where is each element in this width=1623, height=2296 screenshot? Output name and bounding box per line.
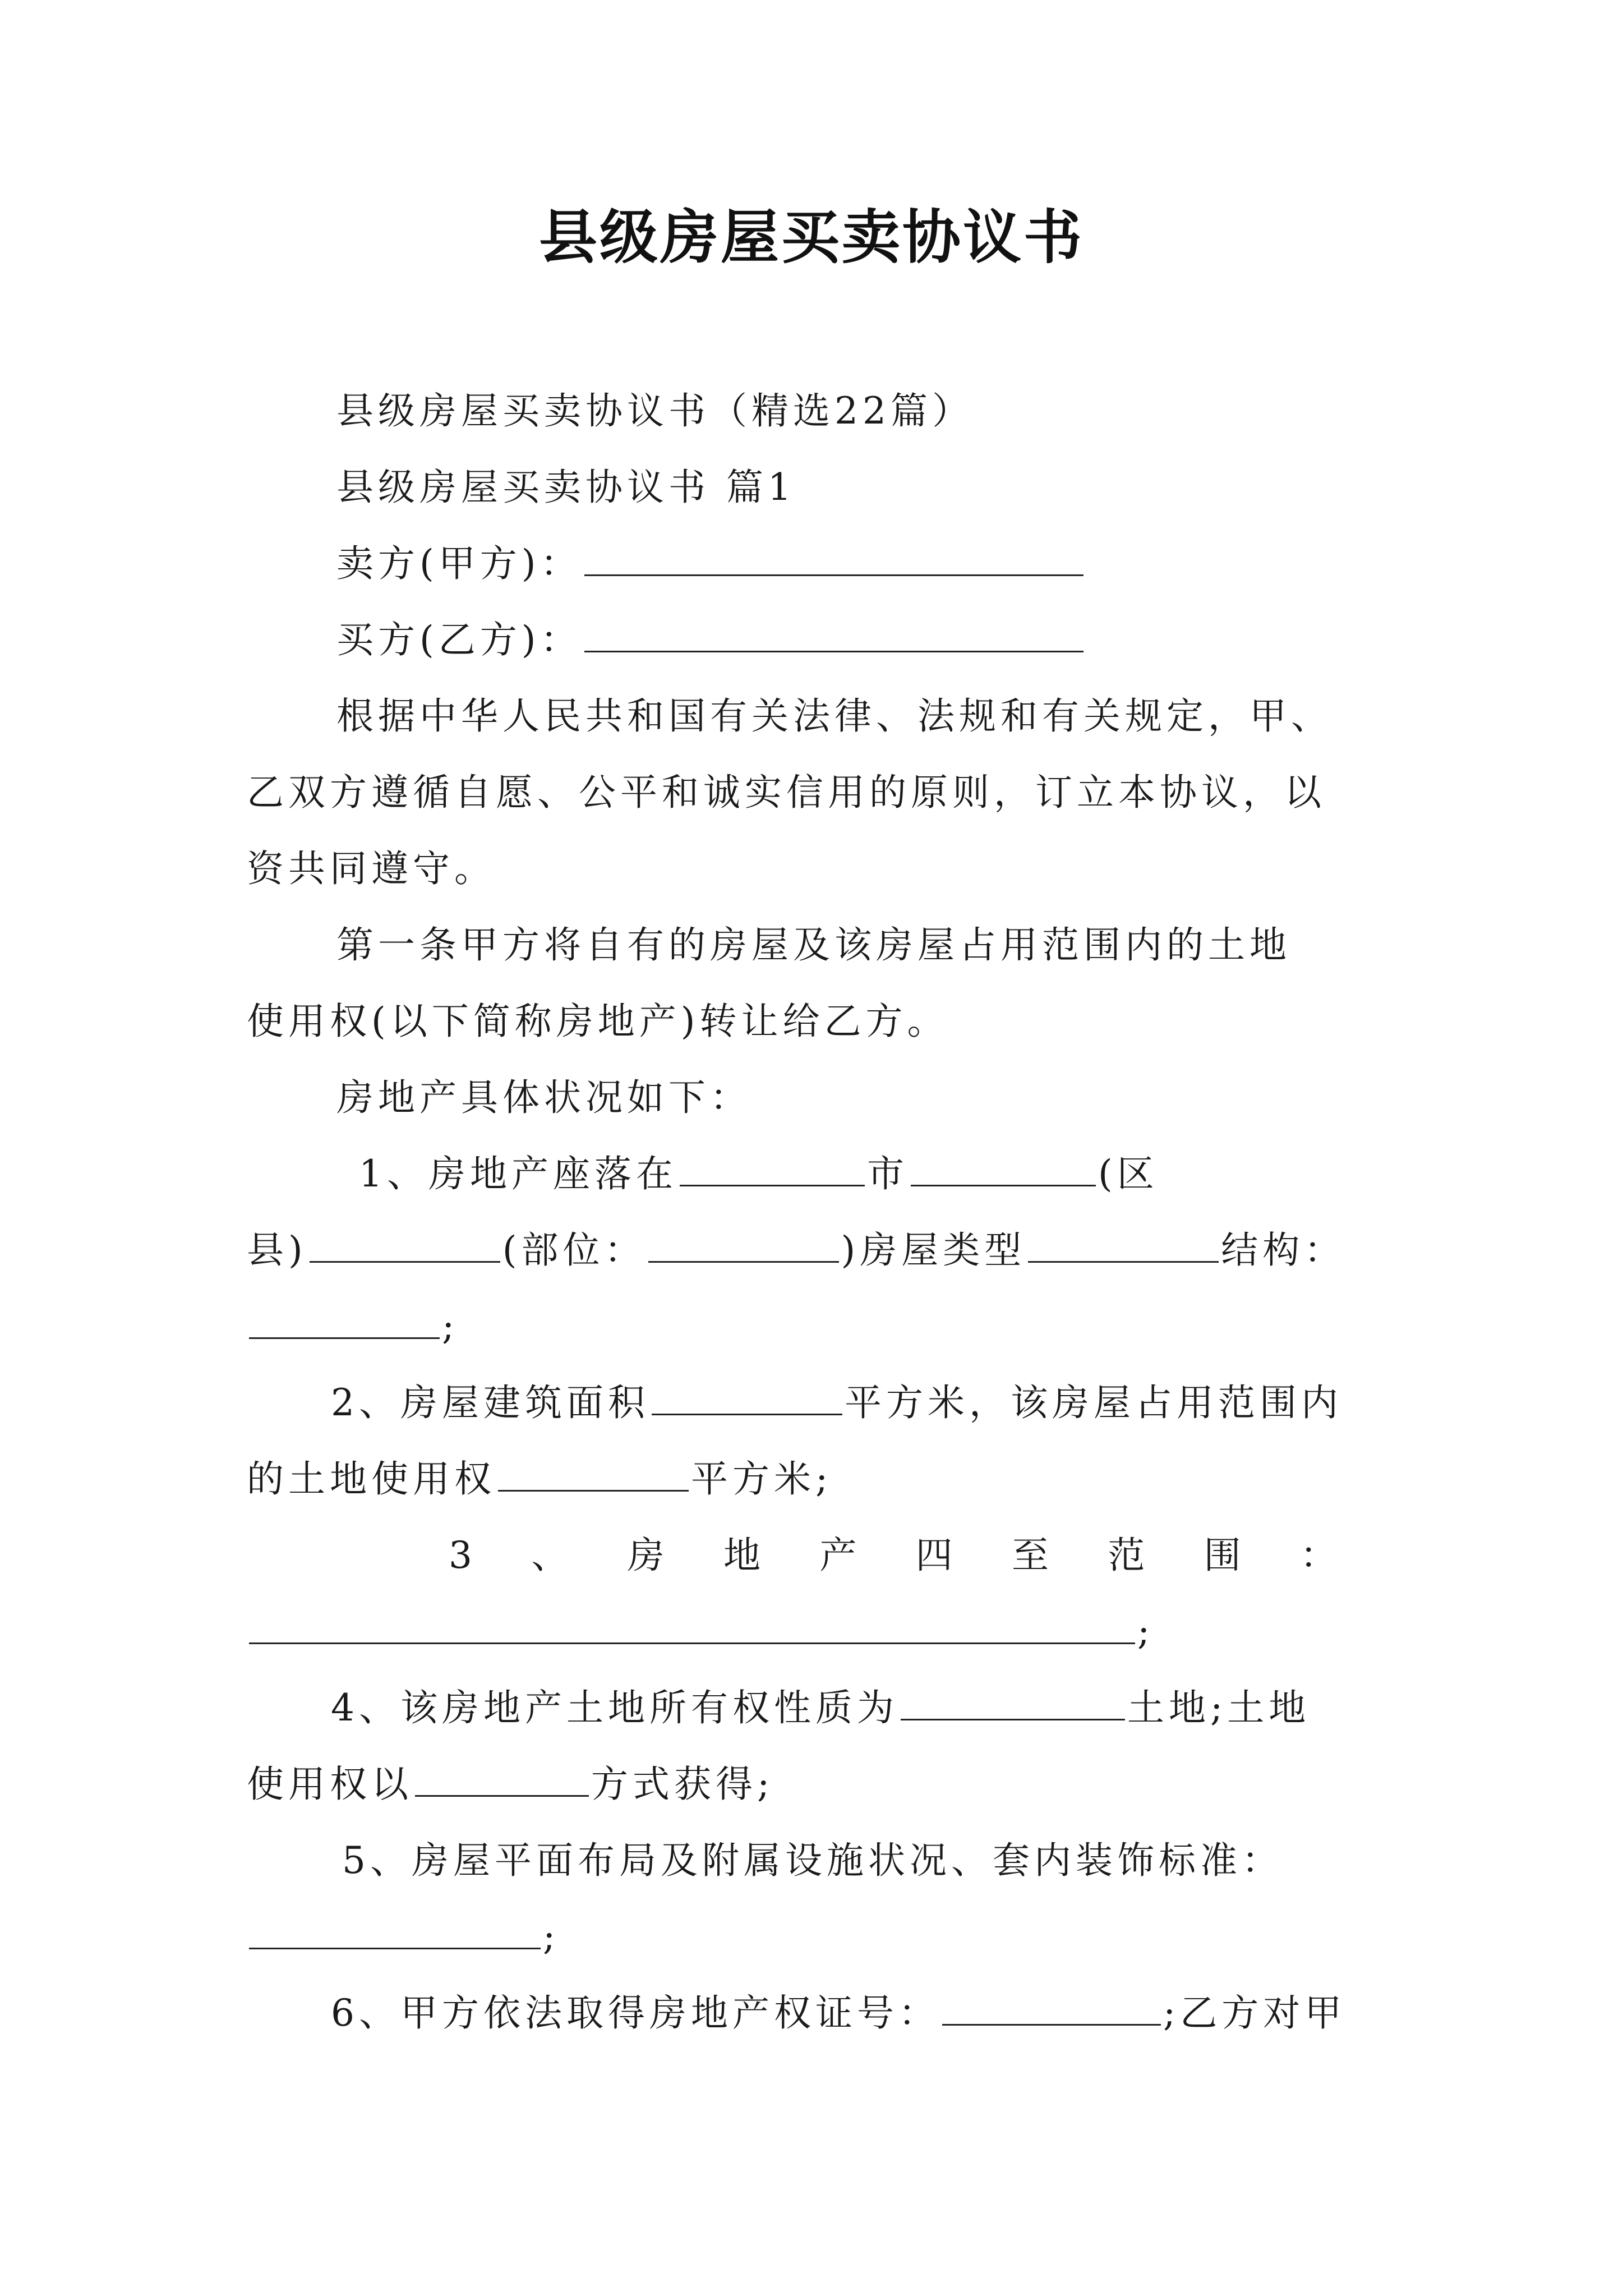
item-2-land-area-blank[interactable] <box>498 1453 689 1492</box>
item-4-method-blank[interactable] <box>415 1758 589 1797</box>
item-6-certificate-blank[interactable] <box>942 1987 1161 2026</box>
document-subtitle <box>247 373 1391 449</box>
buyer-field <box>247 602 1391 678</box>
item-1-text-b: 市 <box>867 1152 909 1195</box>
article-1-line-2: 使用权(以下简称房地产)转让给乙方。 <box>247 1000 949 1043</box>
item-1-type-blank[interactable] <box>1028 1224 1219 1263</box>
item-1-text-h: ; <box>442 1305 459 1348</box>
seller-field <box>247 526 1391 602</box>
item-5-text-end: ; <box>543 1915 560 1958</box>
item-1-county-blank[interactable] <box>310 1224 500 1263</box>
item-3-boundary-blank[interactable] <box>249 1605 1135 1644</box>
item-4-text-d: 方式获得; <box>591 1763 774 1806</box>
buyer-blank[interactable] <box>584 614 1083 652</box>
item-1-paragraph <box>247 1136 1391 1365</box>
item-1-text-f: )房屋类型 <box>841 1228 1026 1272</box>
item-1-text-a: 1、房地产座落在 <box>359 1152 677 1195</box>
item-2-text-d: 平方米; <box>691 1457 833 1501</box>
intro-paragraph <box>247 678 1391 907</box>
details-heading <box>247 1060 1391 1136</box>
item-5-paragraph <box>247 1823 1391 1975</box>
item-4-text-a: 4、该房地产土地所有权性质为 <box>331 1686 898 1729</box>
item-2-text-a: 2、房屋建筑面积 <box>331 1381 649 1424</box>
intro-line-2: 乙双方遵循自愿、公平和诚实信用的原则，订立本协议，以 <box>247 771 1326 814</box>
document-title: 县级房屋买卖协议书 <box>538 203 1084 272</box>
item-1-text-g: 结构： <box>1221 1228 1346 1272</box>
item-6-text-b: ;乙方对甲 <box>1163 1991 1347 2035</box>
chapter-heading <box>247 449 1391 526</box>
details-heading-line: 房地产具体状况如下： <box>336 1076 751 1119</box>
item-1-location-blank[interactable] <box>648 1224 839 1263</box>
item-1-structure-blank[interactable] <box>249 1300 440 1339</box>
chapter-heading-line: 县级房屋买卖协议书 篇1 <box>336 466 796 509</box>
item-1-text-e: (部位： <box>502 1228 646 1272</box>
item-6-paragraph <box>247 1975 1391 2051</box>
article-1-paragraph <box>247 907 1391 1060</box>
seller-blank[interactable] <box>584 537 1083 576</box>
item-6-text-a: 6、甲方依法取得房地产权证号： <box>331 1991 940 2035</box>
seller-label: 卖方(甲方)： <box>336 542 582 585</box>
item-3-paragraph <box>247 1517 1391 1670</box>
item-3-text-end: ; <box>1137 1610 1155 1653</box>
item-1-text-d: 县) <box>247 1228 307 1272</box>
item-2-paragraph <box>247 1365 1391 1517</box>
item-2-area-blank[interactable] <box>652 1377 842 1415</box>
item-3-line-1: 3、房地产四至范围： <box>449 1534 1391 1577</box>
item-4-ownership-blank[interactable] <box>901 1682 1125 1720</box>
item-5-standard-blank[interactable] <box>249 1911 541 1949</box>
item-2-text-c: 的土地使用权 <box>247 1457 496 1501</box>
item-2-text-b: 平方米，该房屋占用范围内 <box>845 1381 1343 1424</box>
item-1-text-c: (区 <box>1098 1152 1159 1195</box>
subtitle-line: 县级房屋买卖协议书（精选22篇） <box>336 389 974 432</box>
item-1-city-blank[interactable] <box>680 1148 865 1186</box>
item-4-paragraph <box>247 1670 1391 1823</box>
item-1-district-blank[interactable] <box>911 1148 1096 1186</box>
intro-line-1: 根据中华人民共和国有关法律、法规和有关规定，甲、 <box>336 694 1332 738</box>
item-4-text-b: 土地;土地 <box>1127 1686 1311 1729</box>
article-1-line-1: 第一条甲方将自有的房屋及该房屋占用范围内的土地 <box>336 923 1291 967</box>
buyer-label: 买方(乙方)： <box>336 618 582 661</box>
item-4-text-c: 使用权以 <box>247 1763 413 1806</box>
intro-line-3: 资共同遵守。 <box>247 847 496 890</box>
item-5-line-1: 5、房屋平面布局及附属设施状况、套内装饰标准： <box>342 1839 1283 1882</box>
